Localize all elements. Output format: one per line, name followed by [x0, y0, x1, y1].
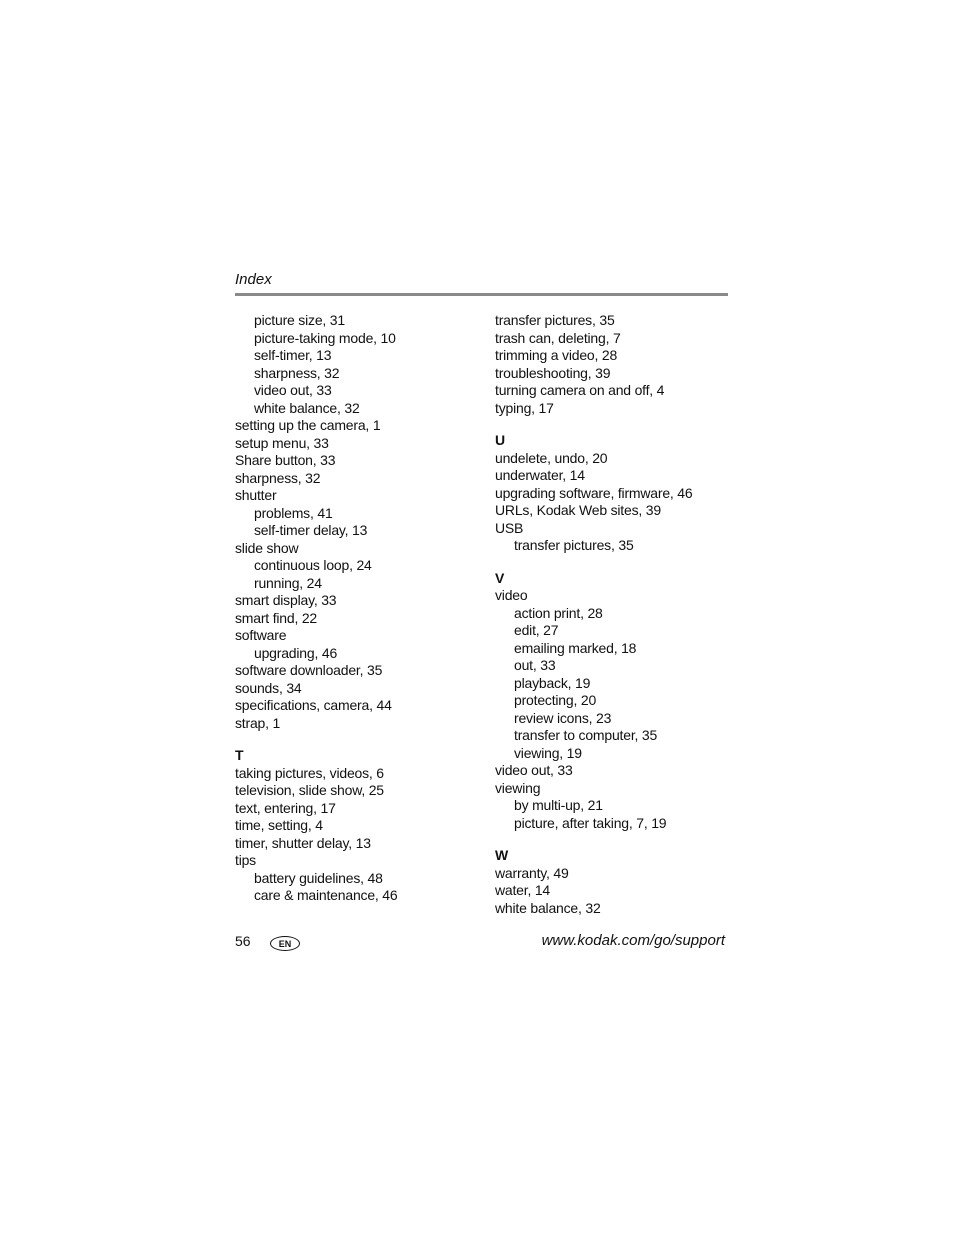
index-entry: Share button, 33 — [235, 452, 336, 468]
index-subentry: running, 24 — [254, 574, 322, 591]
index-entry: television, slide show, 25 — [235, 782, 384, 798]
index-entry: setup menu, 33 — [235, 434, 329, 451]
index-subentry: video out, 33 — [254, 382, 332, 398]
index-subentry: protecting, 20 — [514, 692, 597, 708]
index-entry: video — [495, 587, 528, 603]
index-entry: transfer pictures, 35 — [495, 312, 615, 328]
section-letter: U — [495, 432, 505, 448]
index-subentry: white balance, 32 — [254, 399, 360, 416]
index-subentry: picture, after taking, 7, 19 — [514, 814, 667, 831]
section-spacer — [495, 417, 735, 432]
index-entry: smart find, 22 — [235, 609, 318, 626]
index-entry: viewing — [495, 779, 541, 796]
index-column-right — [495, 312, 735, 917]
section-letter: T — [235, 747, 244, 763]
page-number: 56 — [235, 933, 251, 949]
index-subentry: picture-taking mode, 10 — [254, 329, 396, 346]
index-subentry: edit, 27 — [514, 622, 559, 638]
index-subentry: sharpness, 32 — [254, 364, 340, 381]
index-subentry: self-timer delay, 13 — [254, 522, 368, 538]
index-entry: trimming a video, 28 — [495, 347, 618, 363]
index-subentry: care & maintenance, 46 — [254, 887, 398, 903]
index-entry: software — [235, 627, 287, 643]
index-entry: trash can, deleting, 7 — [495, 329, 621, 346]
index-entry: setting up the camera, 1 — [235, 417, 381, 433]
index-subentry: picture size, 31 — [254, 312, 345, 328]
section-letter: W — [495, 847, 509, 863]
index-column-left — [235, 312, 475, 905]
index-entry: warranty, 49 — [495, 864, 569, 881]
index-entry: time, setting, 4 — [235, 817, 323, 833]
index-entry: turning camera on and off, 4 — [495, 382, 665, 398]
index-entry: strap, 1 — [235, 714, 281, 731]
index-entry: timer, shutter delay, 13 — [235, 834, 371, 851]
index-subentry: problems, 41 — [254, 504, 333, 521]
index-entry: water, 14 — [495, 882, 551, 898]
index-entry: smart display, 33 — [235, 592, 337, 608]
index-subentry: emailing marked, 18 — [514, 639, 637, 656]
running-header-title: Index — [235, 271, 272, 288]
index-entry: URLs, Kodak Web sites, 39 — [495, 502, 661, 518]
index-subentry: upgrading, 46 — [254, 644, 338, 661]
index-entry: shutter — [235, 487, 277, 503]
index-entry: taking pictures, videos, 6 — [235, 764, 384, 781]
index-subentry: by multi-up, 21 — [514, 797, 603, 813]
section-spacer — [235, 732, 475, 747]
index-entry: specifications, camera, 44 — [235, 697, 392, 713]
index-entry: sharpness, 32 — [235, 469, 321, 486]
index-entry: USB — [495, 519, 524, 536]
index-entry: troubleshooting, 39 — [495, 364, 611, 381]
index-entry: slide show — [235, 539, 299, 556]
index-entry: software downloader, 35 — [235, 662, 383, 678]
header-rule — [235, 293, 728, 296]
page-footer — [235, 932, 728, 954]
index-subentry: continuous loop, 24 — [254, 557, 372, 573]
index-entry: underwater, 14 — [495, 467, 585, 483]
index-entry: white balance, 32 — [495, 899, 601, 916]
support-url[interactable]: www.kodak.com/go/support — [541, 932, 725, 949]
section-spacer — [495, 832, 735, 847]
index-entry: tips — [235, 852, 256, 868]
section-spacer — [495, 555, 735, 570]
index-subentry: review icons, 23 — [514, 709, 612, 726]
index-entry: sounds, 34 — [235, 679, 302, 696]
index-entry: undelete, undo, 20 — [495, 449, 608, 466]
index-subentry: transfer pictures, 35 — [514, 537, 634, 553]
language-badge: EN — [270, 936, 300, 951]
index-entry: typing, 17 — [495, 399, 554, 416]
index-subentry: viewing, 19 — [514, 744, 582, 761]
index-entry: text, entering, 17 — [235, 799, 336, 816]
index-subentry: action print, 28 — [514, 604, 603, 621]
index-subentry: battery guidelines, 48 — [254, 869, 383, 886]
index-entry: upgrading software, firmware, 46 — [495, 484, 693, 501]
index-subentry: playback, 19 — [514, 674, 591, 691]
index-subentry: self-timer, 13 — [254, 347, 332, 363]
section-letter: V — [495, 569, 505, 586]
index-entry: video out, 33 — [495, 762, 573, 778]
index-subentry: out, 33 — [514, 657, 556, 673]
index-subentry: transfer to computer, 35 — [514, 727, 658, 743]
